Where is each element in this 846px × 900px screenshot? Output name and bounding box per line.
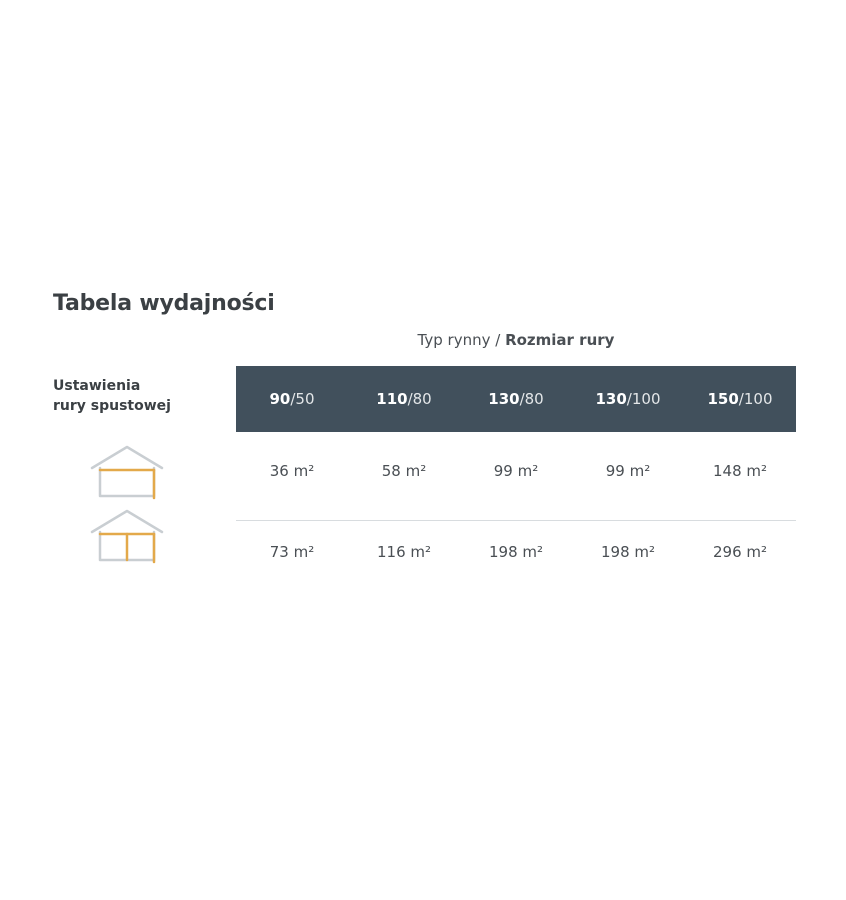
header-slash: /	[519, 390, 525, 408]
header-pipe: 80	[412, 390, 432, 408]
table-header-cell	[572, 366, 684, 432]
table-cell: 58 m²	[381, 462, 427, 480]
page-title: Tabela wydajności	[53, 291, 275, 316]
header-slash: /	[290, 390, 296, 408]
table-header-cell	[684, 366, 796, 432]
table-header-cell	[460, 366, 572, 432]
header-size: 90	[269, 390, 291, 408]
table-cell: 198 m²	[488, 543, 544, 561]
header-pipe: 100	[743, 390, 773, 408]
table-cell: 99 m²	[493, 462, 539, 480]
table-cell: 198 m²	[600, 543, 656, 561]
row-header-caption-line1: Ustawienia	[53, 378, 141, 394]
table-header-bar	[236, 366, 796, 432]
row-header-caption	[53, 377, 228, 417]
table-header-cell	[348, 366, 460, 432]
table-row	[236, 520, 796, 583]
house-double-downpipe-icon	[84, 508, 170, 564]
header-slash: /	[738, 390, 744, 408]
header-pipe: 50	[295, 390, 315, 408]
header-slash: /	[626, 390, 632, 408]
column-header-caption-light: Typ rynny	[417, 331, 491, 349]
table-cell: 116 m²	[376, 543, 432, 561]
column-header-caption-separator: /	[490, 331, 506, 349]
table-cell: 148 m²	[712, 462, 768, 480]
header-slash: /	[407, 390, 413, 408]
row-header-caption-line2: rury spustowej	[53, 397, 171, 414]
header-pipe: 80	[524, 390, 544, 408]
column-header-caption-bold: Rozmiar rury	[505, 331, 615, 349]
house-single-downpipe-icon	[84, 444, 170, 500]
table-cell: 36 m²	[269, 462, 315, 480]
header-size: 110	[376, 390, 408, 408]
header-size: 150	[707, 390, 739, 408]
table-row	[236, 440, 796, 502]
header-size: 130	[595, 390, 627, 408]
column-header-caption	[236, 331, 796, 349]
table-cell: 296 m²	[712, 543, 768, 561]
table-header-cell	[236, 366, 348, 432]
table-cell: 99 m²	[605, 462, 651, 480]
header-pipe: 100	[631, 390, 661, 408]
header-size: 130	[488, 390, 520, 408]
table-cell: 73 m²	[269, 543, 315, 561]
